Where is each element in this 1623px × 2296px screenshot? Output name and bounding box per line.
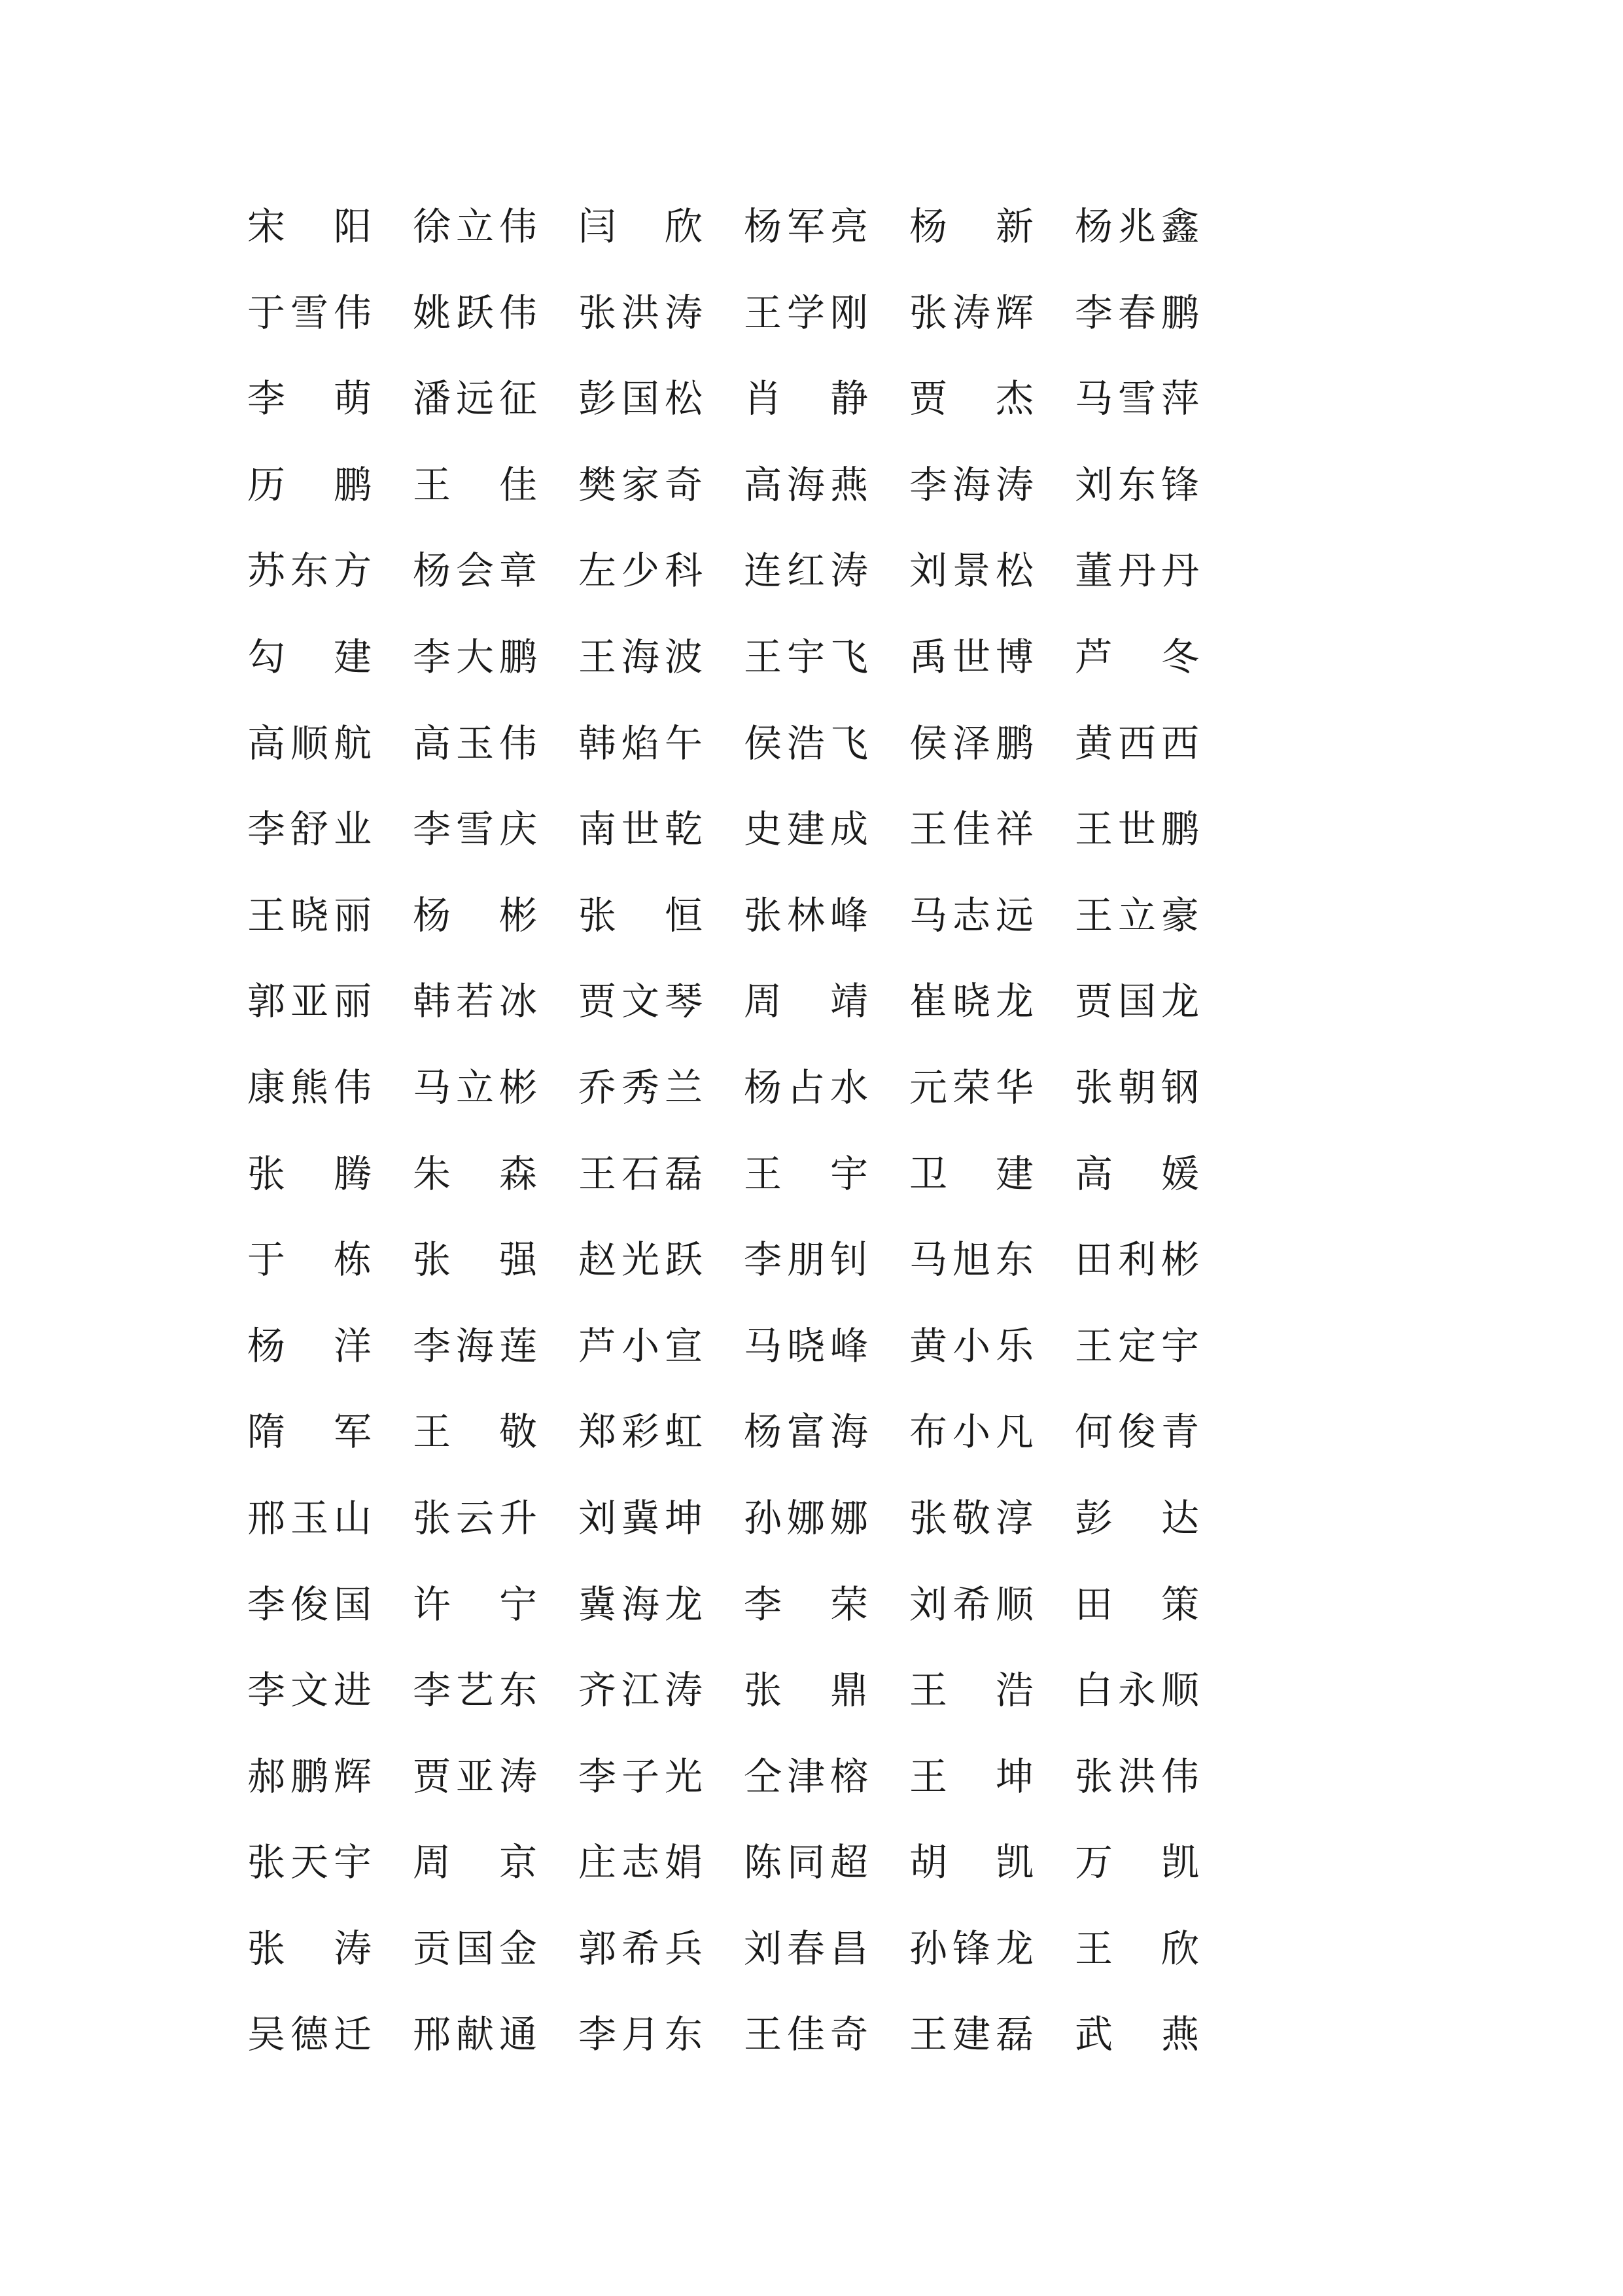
name-row (247, 2011, 1222, 2058)
person-name: 万 凯 (1075, 1840, 1199, 1885)
person-name: 张 洪 伟 (1075, 1754, 1199, 1799)
person-name: 潘 远 征 (413, 376, 537, 421)
person-name: 杨 兆 鑫 (1075, 204, 1199, 249)
person-name: 康 熊 伟 (247, 1065, 372, 1110)
person-name: 禹 世 博 (909, 634, 1034, 679)
person-name: 马 晓 峰 (744, 1323, 868, 1368)
person-name: 邢 献 通 (413, 2012, 537, 2057)
name-row (247, 1408, 1222, 1456)
person-name: 庄 志 娟 (578, 1840, 703, 1885)
person-name: 郭 亚 丽 (247, 979, 372, 1024)
person-name: 李 俊 国 (247, 1581, 372, 1627)
person-name: 周 京 (413, 1840, 537, 1885)
person-name: 王 晓 丽 (247, 892, 372, 938)
name-row (247, 1753, 1222, 1801)
person-name: 张 腾 (247, 1151, 372, 1196)
person-name: 姚 跃 伟 (413, 290, 537, 335)
person-name: 贾 国 龙 (1075, 979, 1199, 1024)
person-name: 陈 同 超 (744, 1840, 868, 1885)
person-name: 张 云 升 (413, 1495, 537, 1540)
person-name: 刘 景 松 (909, 548, 1034, 593)
person-name: 高 媛 (1075, 1151, 1199, 1196)
person-name: 乔 秀 兰 (578, 1065, 703, 1110)
person-name: 王 海 波 (578, 634, 703, 679)
person-name: 王 宇 飞 (744, 634, 868, 679)
person-name: 马 旭 东 (909, 1237, 1034, 1282)
person-name: 崔 晓 龙 (909, 979, 1034, 1024)
person-name: 张 林 峰 (744, 892, 868, 938)
person-name: 隋 军 (247, 1409, 372, 1455)
person-name: 侯 浩 飞 (744, 720, 868, 766)
person-name: 李 朋 钊 (744, 1237, 868, 1282)
person-name: 韩 焰 午 (578, 720, 703, 766)
person-name: 彭 国 松 (578, 376, 703, 421)
person-name: 于 雪 伟 (247, 290, 372, 335)
name-row (247, 1150, 1222, 1198)
name-row (247, 1667, 1222, 1714)
person-name: 王 坤 (909, 1754, 1034, 1799)
person-name: 李 大 鹏 (413, 634, 537, 679)
person-name: 卫 建 (909, 1151, 1034, 1196)
person-name: 王 建 磊 (909, 2012, 1034, 2057)
person-name: 许 宁 (413, 1581, 537, 1627)
person-name: 田 策 (1075, 1581, 1199, 1627)
person-name: 杨 彬 (413, 892, 537, 938)
person-name: 赵 光 跃 (578, 1237, 703, 1282)
name-row (247, 289, 1222, 337)
person-name: 张 洪 涛 (578, 290, 703, 335)
name-row (247, 892, 1222, 940)
person-name: 高 玉 伟 (413, 720, 537, 766)
person-name: 张 涛 辉 (909, 290, 1034, 335)
person-name: 马 雪 萍 (1075, 376, 1199, 421)
person-name: 张 天 宇 (247, 1840, 372, 1885)
name-row (247, 461, 1222, 509)
person-name: 贾 文 琴 (578, 979, 703, 1024)
person-name: 侯 泽 鹏 (909, 720, 1034, 766)
person-name: 高 海 燕 (744, 462, 868, 507)
name-row (247, 1236, 1222, 1284)
person-name: 贾 亚 涛 (413, 1754, 537, 1799)
person-name: 马 立 彬 (413, 1065, 537, 1110)
person-name: 王 佳 (413, 462, 537, 507)
person-name: 李 艺 东 (413, 1668, 537, 1713)
person-name: 左 少 科 (578, 548, 703, 593)
person-name: 郭 希 兵 (578, 1926, 703, 1971)
name-row (247, 1839, 1222, 1886)
person-name: 李 萌 (247, 376, 372, 421)
person-name: 李 舒 业 (247, 807, 372, 852)
name-row (247, 375, 1222, 423)
person-name: 孙 娜 娜 (744, 1495, 868, 1540)
person-name: 周 靖 (744, 979, 868, 1024)
person-name: 仝 津 榕 (744, 1754, 868, 1799)
person-name: 白 永 顺 (1075, 1668, 1199, 1713)
name-row (247, 547, 1222, 595)
person-name: 布 小 凡 (909, 1409, 1034, 1455)
person-name: 张 鼎 (744, 1668, 868, 1713)
person-name: 武 燕 (1075, 2012, 1199, 2057)
person-name: 杨 军 亮 (744, 204, 868, 249)
person-name: 王 佳 祥 (909, 807, 1034, 852)
person-name: 田 利 彬 (1075, 1237, 1199, 1282)
person-name: 王 敬 (413, 1409, 537, 1455)
person-name: 张 恒 (578, 892, 703, 938)
name-row (247, 1064, 1222, 1112)
person-name: 邢 玉 山 (247, 1495, 372, 1540)
person-name: 王 定 宇 (1075, 1323, 1199, 1368)
person-name: 刘 冀 坤 (578, 1495, 703, 1540)
name-row (247, 1581, 1222, 1629)
person-name: 樊 家 奇 (578, 462, 703, 507)
person-name: 马 志 远 (909, 892, 1034, 938)
name-row (247, 805, 1222, 853)
person-name: 王 宇 (744, 1151, 868, 1196)
person-name: 宋 阳 (247, 204, 372, 249)
person-name: 王 石 磊 (578, 1151, 703, 1196)
person-name: 苏 东 方 (247, 548, 372, 593)
name-row (247, 1925, 1222, 1973)
person-name: 史 建 成 (744, 807, 868, 852)
name-row (247, 720, 1222, 768)
person-name: 张 涛 (247, 1926, 372, 1971)
person-name: 连 红 涛 (744, 548, 868, 593)
name-row (247, 1322, 1222, 1370)
person-name: 孙 锋 龙 (909, 1926, 1034, 1971)
person-name: 郑 彩 虹 (578, 1409, 703, 1455)
person-name: 李 荣 (744, 1581, 868, 1627)
person-name: 杨 占 水 (744, 1065, 868, 1110)
person-name: 元 荣 华 (909, 1065, 1034, 1110)
name-row (247, 203, 1222, 251)
person-name: 郝 鹏 辉 (247, 1754, 372, 1799)
person-name: 贡 国 金 (413, 1926, 537, 1971)
person-name: 彭 达 (1075, 1495, 1199, 1540)
person-name: 王 立 豪 (1075, 892, 1199, 938)
name-list (247, 203, 1222, 2097)
person-name: 王 浩 (909, 1668, 1034, 1713)
person-name: 张 敬 淳 (909, 1495, 1034, 1540)
name-row (247, 1494, 1222, 1542)
person-name: 吴 德 迁 (247, 2012, 372, 2057)
person-name: 杨 会 章 (413, 548, 537, 593)
person-name: 杨 洋 (247, 1323, 372, 1368)
person-name: 李 子 光 (578, 1754, 703, 1799)
person-name: 朱 森 (413, 1151, 537, 1196)
name-row (247, 633, 1222, 681)
person-name: 杨 富 海 (744, 1409, 868, 1455)
person-name: 韩 若 冰 (413, 979, 537, 1024)
person-name: 刘 东 锋 (1075, 462, 1199, 507)
person-name: 王 欣 (1075, 1926, 1199, 1971)
person-name: 于 栋 (247, 1237, 372, 1282)
person-name: 徐 立 伟 (413, 204, 537, 249)
person-name: 李 月 东 (578, 2012, 703, 2057)
name-row (247, 978, 1222, 1025)
person-name: 闫 欣 (578, 204, 703, 249)
person-name: 李 海 莲 (413, 1323, 537, 1368)
person-name: 张 强 (413, 1237, 537, 1282)
person-name: 贾 杰 (909, 376, 1034, 421)
person-name: 杨 新 (909, 204, 1034, 249)
person-name: 李 文 进 (247, 1668, 372, 1713)
person-name: 历 鹏 (247, 462, 372, 507)
person-name: 李 海 涛 (909, 462, 1034, 507)
person-name: 何 俊 青 (1075, 1409, 1199, 1455)
person-name: 董 丹 丹 (1075, 548, 1199, 593)
person-name: 高 顺 航 (247, 720, 372, 766)
person-name: 肖 静 (744, 376, 868, 421)
person-name: 南 世 乾 (578, 807, 703, 852)
person-name: 黄 西 西 (1075, 720, 1199, 766)
person-name: 芦 小 宣 (578, 1323, 703, 1368)
person-name: 王 学 刚 (744, 290, 868, 335)
person-name: 冀 海 龙 (578, 1581, 703, 1627)
person-name: 刘 春 昌 (744, 1926, 868, 1971)
person-name: 李 雪 庆 (413, 807, 537, 852)
person-name: 张 朝 钢 (1075, 1065, 1199, 1110)
person-name: 王 世 鹏 (1075, 807, 1199, 852)
person-name: 勾 建 (247, 634, 372, 679)
person-name: 王 佳 奇 (744, 2012, 868, 2057)
person-name: 李 春 鹏 (1075, 290, 1199, 335)
person-name: 刘 希 顺 (909, 1581, 1034, 1627)
person-name: 齐 江 涛 (578, 1668, 703, 1713)
person-name: 芦 冬 (1075, 634, 1199, 679)
person-name: 黄 小 乐 (909, 1323, 1034, 1368)
person-name: 胡 凯 (909, 1840, 1034, 1885)
